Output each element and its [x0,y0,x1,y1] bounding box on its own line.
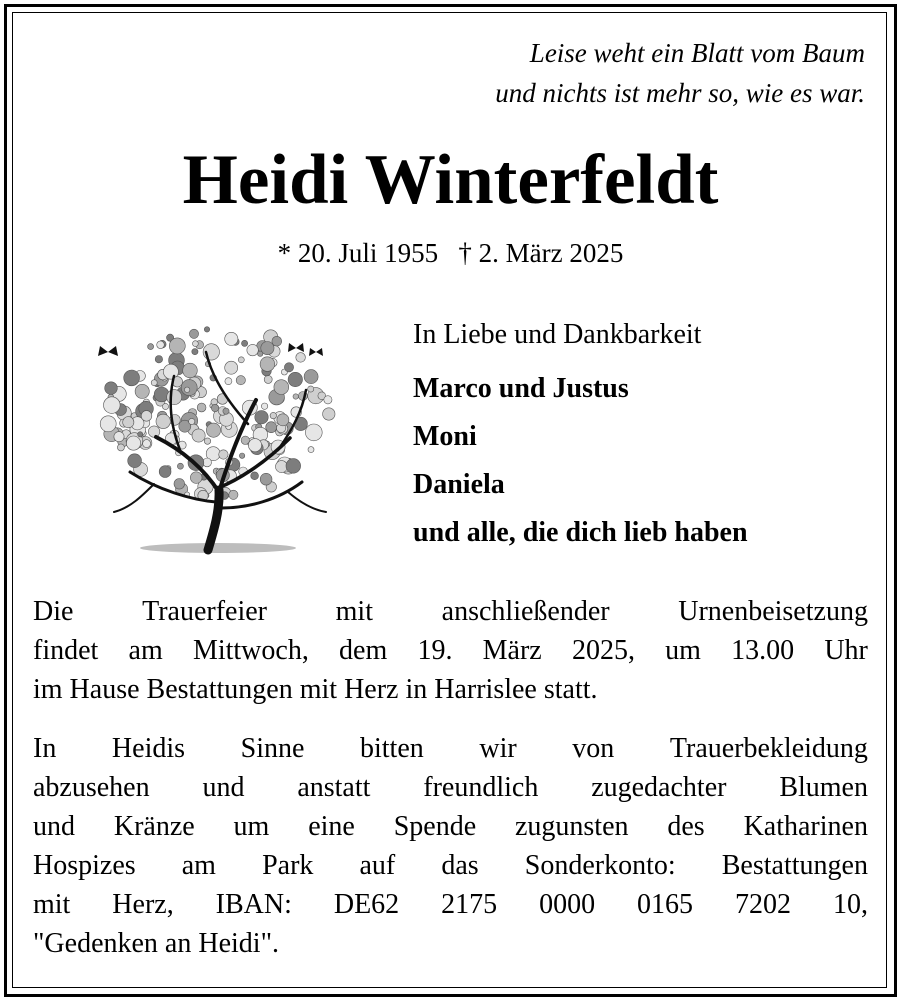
life-dates: * 20. Juli 1955 † 2. März 2025 [277,238,624,268]
word: abzusehen [33,772,150,803]
text-line: "Gedenken an Heidi". [33,928,279,959]
word: 19. [417,635,453,666]
word: das [441,850,479,881]
text-line [33,846,868,885]
word: dem [339,635,388,666]
word: Uhr [824,635,868,666]
text-line [33,729,868,768]
text-line [33,592,868,631]
word: 0000 [539,889,596,920]
word: Park [262,850,314,881]
family-member: und alle, die dich lieb haben [413,517,748,548]
donation-notice [33,729,868,963]
word: Spende [393,811,477,842]
word: IBAN: [215,889,292,920]
word: und [202,772,245,803]
word: Herz, [112,889,174,920]
word: zugunsten [514,811,629,842]
quote-line: und nichts ist mehr so, wie es war. [495,78,865,108]
word: auf [359,850,396,881]
word: Die [33,596,74,627]
word: Blumen [779,772,868,803]
word: Heidis [111,733,186,764]
word: Kränze [113,811,195,842]
word: wir [479,733,517,764]
word: bitten [360,733,424,764]
word: und [33,811,75,842]
word: anstatt [297,772,371,803]
word: Bestattungen [721,850,868,881]
family-member: Daniela [413,469,505,500]
funeral-notice [33,592,868,709]
word: Sinne [240,733,305,764]
quote-line: Leise weht ein Blatt vom Baum [529,38,865,68]
word: anschließender [441,596,610,627]
word: 2175 [441,889,498,920]
word: Mittwoch, [192,635,309,666]
text-line: im Hause Bestattungen mit Herz in Harrislee statt. [33,674,598,705]
word: Urnenbeisetzung [678,596,868,627]
word: 2025, [571,635,635,666]
word: DE62 [333,889,400,920]
word: 7202 [734,889,791,920]
deceased-name: Heidi Winterfeldt [182,141,719,219]
word: mit [335,596,373,627]
word: Sonderkonto: [524,850,676,881]
memorial-quote [495,33,865,113]
word: am [128,635,163,666]
word: zugedachter [591,772,727,803]
text-line [33,885,868,924]
word: 0165 [637,889,694,920]
word: des [667,811,705,842]
word: um [233,811,270,842]
word: März [482,635,542,666]
text-line [33,768,868,807]
word: 10, [832,889,868,920]
word: um [665,635,701,666]
text-line [33,631,868,670]
family-member: Moni [413,421,477,452]
word: von [572,733,615,764]
word: Trauerfeier [142,596,267,627]
word: freundlich [423,772,539,803]
word: eine [308,811,355,842]
word: Trauerbekleidung [669,733,868,764]
word: 13.00 [731,635,795,666]
family-block [413,318,748,557]
word: Hospizes [33,850,136,881]
word: am [181,850,216,881]
word: In [33,733,57,764]
text-line [33,807,868,846]
word: mit [33,889,71,920]
family-member: Marco und Justus [413,373,629,404]
family-intro: In Liebe und Dankbarkeit [413,319,702,350]
word: findet [33,635,99,666]
tree-icon [88,312,348,560]
word: Katharinen [743,811,868,842]
